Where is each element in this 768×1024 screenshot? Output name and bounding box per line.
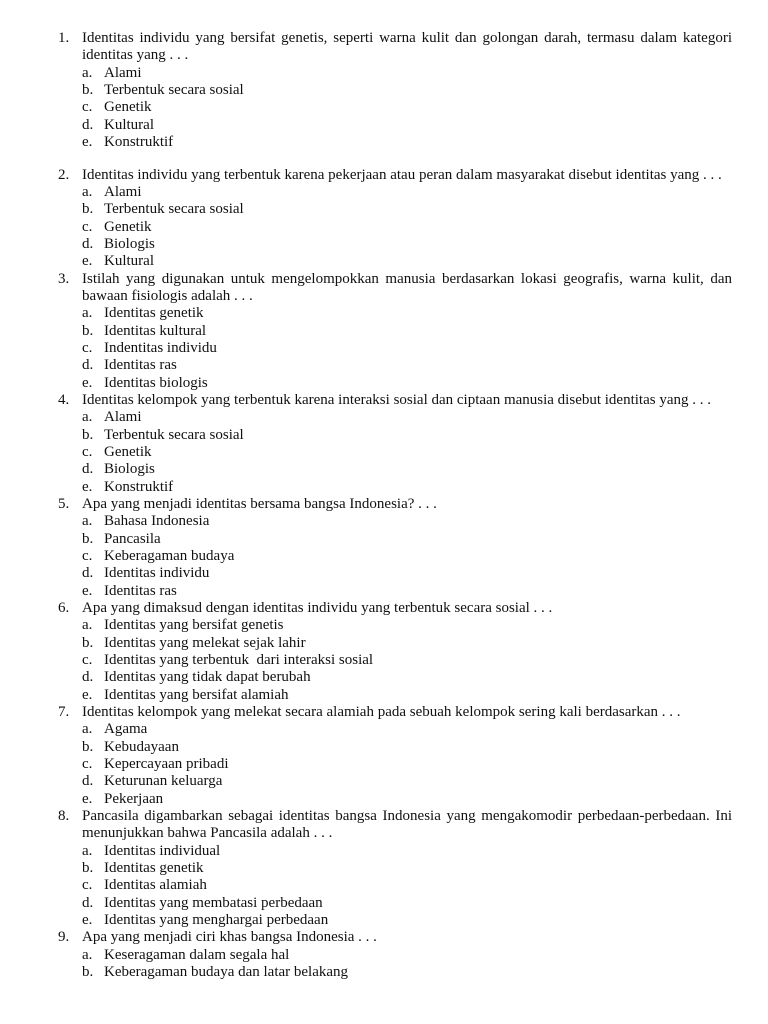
option-item [82, 860, 732, 877]
option-item [82, 99, 732, 116]
question-text: Identitas kelompok yang melekat secara alamiah pada sebuah kelompok sering kali berdasarkan . . . [82, 703, 681, 720]
option-item [82, 548, 732, 565]
option-text: Alami [104, 64, 142, 81]
option-letter: c. [82, 877, 93, 894]
option-item [82, 82, 732, 99]
option-text: Identitas individu [104, 565, 210, 582]
option-item [82, 219, 732, 236]
question-6 [0, 600, 732, 704]
option-text: Bahasa Indonesia [104, 513, 210, 530]
option-letter: d. [82, 669, 94, 686]
option-item [82, 513, 732, 530]
option-letter: a. [82, 305, 93, 322]
option-text: Konstruktif [104, 133, 174, 150]
option-letter: d. [82, 773, 94, 790]
option-item [82, 687, 732, 704]
option-item [82, 912, 732, 929]
option-text: Identitas yang terbentuk dari interaksi sosial [104, 651, 374, 668]
option-list [82, 513, 732, 600]
question-number: 9. [58, 929, 70, 946]
option-text: Identitas ras [104, 582, 177, 599]
option-item [82, 583, 732, 600]
question-text: Istilah yang digunakan untuk mengelompokkan manusia berdasarkan lokasi geografis, warna kulit, dan [82, 270, 732, 287]
question-2 [0, 167, 732, 271]
option-letter: b. [82, 634, 94, 651]
option-text: Genetik [104, 218, 152, 235]
option-text: Keturunan keluarga [104, 773, 223, 790]
option-text: Kebudayaan [104, 738, 179, 755]
option-letter: b. [82, 81, 94, 98]
option-letter: c. [82, 548, 93, 565]
question-number: 7. [58, 703, 70, 720]
option-text: Kultural [104, 253, 154, 270]
question-text: Apa yang menjadi ciri khas bangsa Indonesia . . . [82, 929, 377, 946]
option-text: Terbentuk secara sosial [104, 81, 244, 98]
option-list [82, 305, 732, 392]
option-letter: c. [82, 218, 93, 235]
option-letter: c. [82, 340, 93, 357]
option-item [82, 427, 732, 444]
question-1 [0, 30, 732, 151]
option-text: Identitas yang membatasi perbedaan [104, 894, 323, 911]
option-item [82, 791, 732, 808]
option-text: Pekerjaan [104, 790, 164, 807]
option-letter: d. [82, 565, 94, 582]
option-text: Konstruktif [104, 478, 174, 495]
option-letter: b. [82, 859, 94, 876]
option-list [82, 947, 732, 982]
question-number: 1. [58, 30, 70, 46]
option-text: Terbentuk secara sosial [104, 201, 244, 218]
option-item [82, 253, 732, 270]
option-letter: e. [82, 790, 93, 807]
option-letter: b. [82, 322, 94, 339]
option-item [82, 635, 732, 652]
option-letter: e. [82, 686, 93, 703]
question-text: Apa yang dimaksud dengan identitas individu yang terbentuk secara sosial . . . [82, 600, 553, 616]
option-letter: c. [82, 755, 93, 772]
question-4 [0, 392, 732, 496]
option-letter: b. [82, 426, 94, 443]
option-letter: a. [82, 721, 93, 738]
option-item [82, 117, 732, 134]
option-text: Alami [104, 409, 142, 426]
option-list [82, 409, 732, 496]
option-item [82, 843, 732, 860]
question-text: bawaan fisiologis adalah . . . [82, 288, 253, 305]
option-list [82, 184, 732, 271]
option-letter: b. [82, 963, 94, 980]
option-letter: d. [82, 357, 94, 374]
option-list [82, 721, 732, 808]
option-letter: e. [82, 582, 93, 599]
option-item [82, 895, 732, 912]
question-9 [0, 929, 732, 981]
option-item [82, 134, 732, 151]
option-item [82, 323, 732, 340]
option-list [82, 843, 732, 930]
option-letter: c. [82, 651, 93, 668]
option-item [82, 652, 732, 669]
option-text: Biologis [104, 461, 155, 478]
option-item [82, 877, 732, 894]
option-item [82, 531, 732, 548]
option-item [82, 184, 732, 201]
option-item [82, 461, 732, 478]
option-letter: d. [82, 236, 94, 253]
option-item [82, 357, 732, 374]
question-number: 4. [58, 392, 70, 409]
option-item [82, 947, 732, 964]
option-list [82, 617, 732, 704]
option-text: Agama [104, 721, 148, 738]
option-letter: e. [82, 253, 93, 270]
question-5 [0, 496, 732, 600]
option-text: Alami [104, 184, 142, 201]
option-letter: c. [82, 99, 93, 116]
option-letter: a. [82, 842, 93, 859]
option-text: Identitas genetik [104, 305, 204, 322]
option-text: Identitas ras [104, 357, 177, 374]
option-item [82, 236, 732, 253]
option-letter: a. [82, 184, 93, 201]
option-text: Identitas yang tidak dapat berubah [104, 669, 311, 686]
option-text: Keberagaman budaya dan latar belakang [104, 963, 349, 980]
option-item [82, 617, 732, 634]
option-item [82, 479, 732, 496]
option-letter: b. [82, 201, 94, 218]
option-text: Identitas yang bersifat alamiah [104, 686, 289, 703]
option-letter: e. [82, 911, 93, 928]
question-text: identitas yang . . . [82, 47, 189, 64]
option-text: Identitas yang menghargai perbedaan [104, 911, 329, 928]
option-letter: e. [82, 374, 93, 391]
option-text: Identitas genetik [104, 859, 204, 876]
option-item [82, 565, 732, 582]
option-item [82, 409, 732, 426]
option-item [82, 305, 732, 322]
question-3 [0, 271, 732, 392]
option-item [82, 669, 732, 686]
question-text: menunjukkan bahwa Pancasila adalah . . . [82, 825, 333, 842]
option-letter: a. [82, 617, 93, 634]
option-list [82, 65, 732, 152]
option-text: Kultural [104, 116, 154, 133]
option-letter: b. [82, 530, 94, 547]
option-text: Indentitas individu [104, 340, 217, 357]
option-letter: a. [82, 409, 93, 426]
option-text: Terbentuk secara sosial [104, 426, 244, 443]
question-number: 6. [58, 600, 70, 616]
option-text: Identitas individual [104, 842, 221, 859]
option-item [82, 964, 732, 981]
option-letter: a. [82, 946, 93, 963]
option-letter: e. [82, 478, 93, 495]
option-text: Identitas yang bersifat genetis [104, 617, 284, 634]
option-item [82, 721, 732, 738]
option-text: Genetik [104, 99, 152, 116]
option-item [82, 444, 732, 461]
question-7 [0, 704, 732, 808]
option-letter: b. [82, 738, 94, 755]
option-text: Genetik [104, 444, 152, 461]
option-item [82, 340, 732, 357]
option-letter: d. [82, 461, 94, 478]
option-text: Identitas alamiah [104, 877, 207, 894]
option-letter: c. [82, 444, 93, 461]
option-text: Keberagaman budaya [104, 548, 235, 565]
option-letter: a. [82, 513, 93, 530]
question-number: 5. [58, 496, 70, 513]
option-text: Kepercayaan pribadi [104, 755, 229, 772]
option-item [82, 201, 732, 218]
question-text: Identitas individu yang terbentuk karena pekerjaan atau peran dalam masyarakat disebut identitas yang . . . [82, 166, 722, 183]
option-text: Identitas biologis [104, 374, 208, 391]
option-letter: d. [82, 116, 94, 133]
question-number: 8. [58, 807, 70, 824]
option-text: Keseragaman dalam segala hal [104, 946, 290, 963]
question-text: Pancasila digambarkan sebagai identitas bangsa Indonesia yang mengakomodir perbedaan-perbedaan. Ini [82, 807, 732, 824]
question-text: Apa yang menjadi identitas bersama bangsa Indonesia? . . . [82, 496, 437, 513]
option-letter: a. [82, 64, 93, 81]
option-text: Identitas yang melekat sejak lahir [104, 634, 306, 651]
option-text: Biologis [104, 236, 155, 253]
option-item [82, 65, 732, 82]
question-number: 2. [58, 166, 70, 183]
question-text: Identitas individu yang bersifat genetis, seperti warna kulit dan golongan darah, termasu dalam kategori [82, 30, 732, 46]
question-text: Identitas kelompok yang terbentuk karena interaksi sosial dan ciptaan manusia disebut identitas yang . . . [82, 392, 711, 409]
question-8 [0, 808, 732, 929]
option-item [82, 773, 732, 790]
option-text: Identitas kultural [104, 322, 207, 339]
option-letter: e. [82, 133, 93, 150]
option-item [82, 739, 732, 756]
option-item [82, 375, 732, 392]
question-number: 3. [58, 270, 70, 287]
option-text: Pancasila [104, 530, 161, 547]
option-item [82, 756, 732, 773]
option-letter: d. [82, 894, 94, 911]
